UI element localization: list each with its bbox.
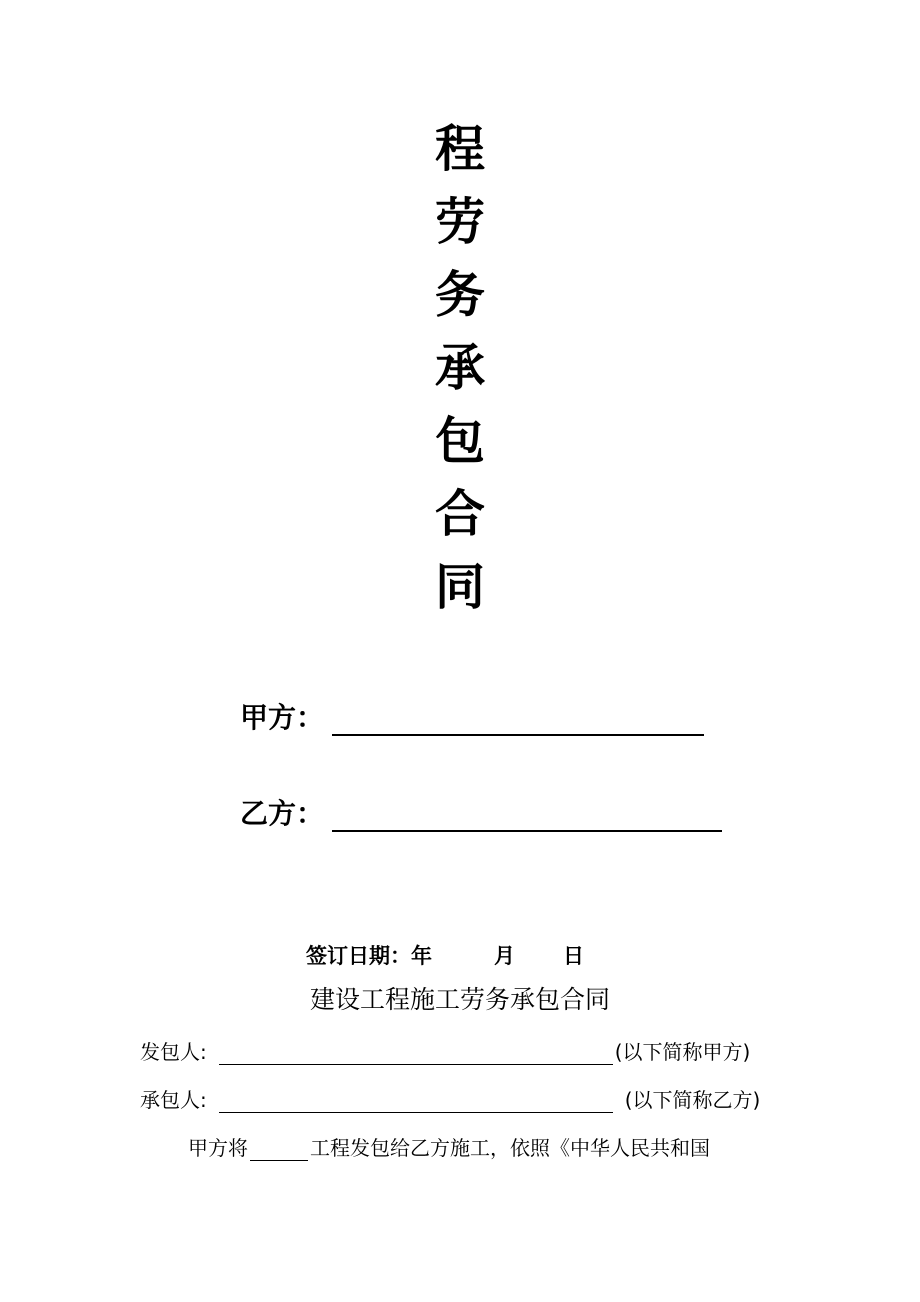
cover-title-char: 务 bbox=[435, 265, 485, 324]
contractor-row bbox=[140, 1084, 760, 1113]
contractor-note: (以下简称乙方) bbox=[624, 1088, 761, 1112]
employer-row bbox=[140, 1036, 750, 1065]
cover-title bbox=[410, 112, 510, 623]
employer-blank-line[interactable] bbox=[219, 1042, 613, 1065]
intro-text-start: 甲方将 bbox=[188, 1136, 248, 1160]
party-b-blank-line[interactable] bbox=[332, 800, 722, 832]
sign-date-year: 年 bbox=[411, 943, 432, 968]
cover-title-char: 程 bbox=[435, 119, 485, 178]
cover-title-char: 合 bbox=[435, 484, 485, 543]
intro-text-end: 工程发包给乙方施工，依照《中华人民共和国 bbox=[310, 1136, 710, 1160]
cover-title-char: 包 bbox=[435, 411, 485, 470]
intro-paragraph bbox=[188, 1132, 710, 1161]
contractor-blank-line[interactable] bbox=[219, 1090, 613, 1113]
project-blank-line[interactable] bbox=[250, 1138, 308, 1161]
sign-date-label: 签订日期： bbox=[306, 943, 411, 968]
contractor-label: 承包人: bbox=[140, 1088, 207, 1112]
party-a-blank-line[interactable] bbox=[332, 704, 704, 736]
sign-date-day: 日 bbox=[563, 943, 584, 968]
party-a-row bbox=[240, 696, 704, 736]
party-b-row bbox=[240, 792, 722, 832]
cover-title-char: 劳 bbox=[435, 192, 485, 251]
contract-title: 建设工程施工劳务承包合同 bbox=[309, 985, 610, 1014]
cover-title-char: 承 bbox=[435, 338, 485, 397]
employer-label: 发包人: bbox=[140, 1040, 207, 1064]
party-b-label: 乙方： bbox=[240, 797, 325, 830]
employer-note: (以下简称甲方) bbox=[614, 1040, 751, 1064]
sign-date-month: 月 bbox=[494, 943, 515, 968]
party-a-label: 甲方： bbox=[240, 701, 325, 734]
cover-title-char: 同 bbox=[435, 557, 485, 616]
sign-date bbox=[306, 940, 584, 970]
